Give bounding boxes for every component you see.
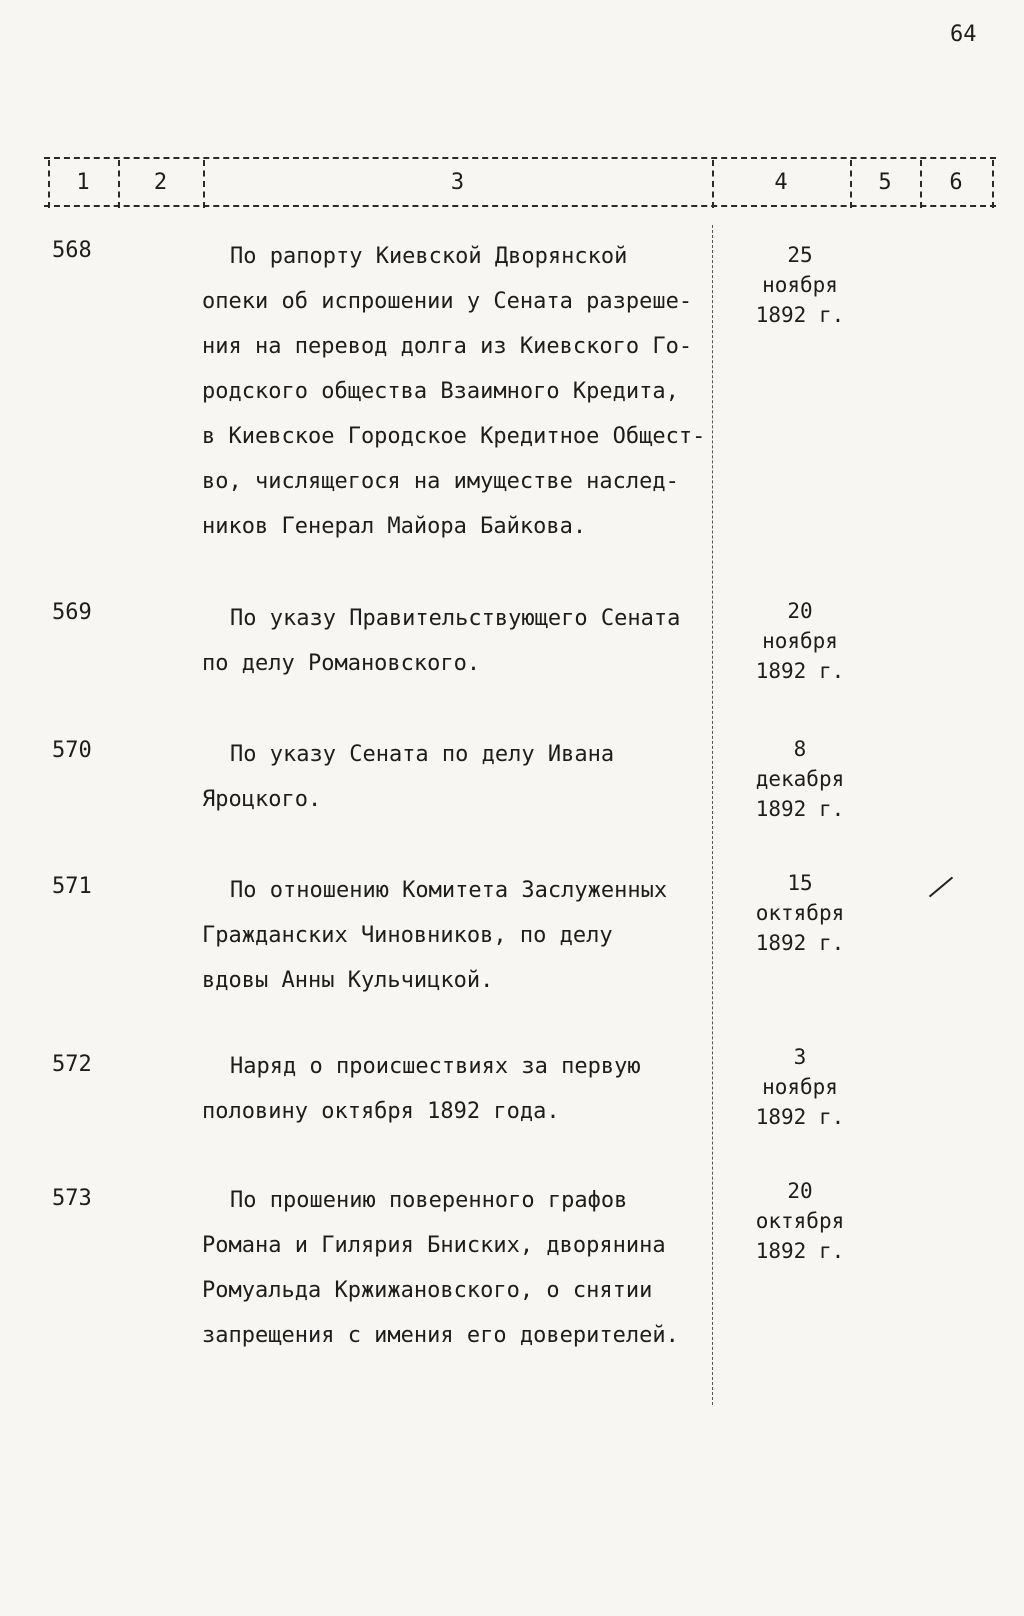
entry-date	[740, 596, 860, 686]
entry-description	[202, 732, 742, 822]
text-line: ния на перевод долга из Киевского Го-	[202, 334, 693, 359]
entry-date	[740, 1176, 860, 1266]
header-col-4: 4	[774, 170, 788, 195]
date-month: октября	[755, 1209, 845, 1233]
text-line: по делу Романовского.	[202, 651, 481, 676]
date-day: 25	[787, 243, 813, 267]
entry-description	[202, 234, 742, 549]
date-month: октября	[755, 901, 845, 925]
text-line: Романа и Гилярия Бниских, дворянина	[202, 1233, 666, 1258]
header-col-6: 6	[949, 170, 963, 195]
text-line: По прошению поверенного графов	[230, 1188, 628, 1213]
entry-date	[740, 240, 860, 330]
text-line: Гражданских Чиновников, по делу	[202, 923, 613, 948]
date-day: 8	[793, 737, 807, 761]
header-col-5: 5	[878, 170, 892, 195]
text-line: По отношению Комитета Заслуженных	[230, 878, 668, 903]
text-line: половину октября 1892 года.	[202, 1099, 560, 1124]
text-line: родского общества Взаимного Кредита,	[202, 379, 679, 404]
pencil-mark	[929, 877, 953, 898]
text-line: вдовы Анны Кульчицкой.	[202, 968, 494, 993]
header-col-1: 1	[76, 170, 90, 195]
date-month: ноября	[762, 1075, 838, 1099]
text-line: в Киевское Городское Кредитное Общест-	[202, 424, 706, 449]
entry-date	[740, 1042, 860, 1132]
date-day: 20	[787, 599, 813, 623]
date-month: декабря	[755, 767, 845, 791]
entry-description	[202, 1178, 742, 1358]
text-line: опеки об испрошении у Сената разреше-	[202, 289, 693, 314]
text-line: По указу Правительствующего Сената	[230, 606, 681, 631]
date-day: 3	[793, 1045, 807, 1069]
entry-number: 572	[52, 1052, 92, 1077]
text-line: Яроцкого.	[202, 787, 322, 812]
entry-number: 569	[52, 600, 92, 625]
entry-number: 571	[52, 874, 92, 899]
date-month: ноября	[762, 273, 838, 297]
entry-description	[202, 868, 742, 1003]
entry-date	[740, 734, 860, 824]
text-line: запрещения с имения его доверителей.	[202, 1323, 679, 1348]
entry-description	[202, 1044, 742, 1134]
text-line: ников Генерал Майора Байкова.	[202, 514, 587, 539]
text-line: По рапорту Киевской Дворянской	[230, 244, 628, 269]
header-bottom-rule	[44, 205, 996, 207]
date-day: 20	[787, 1179, 813, 1203]
header-col-3: 3	[450, 170, 465, 195]
date-month: ноября	[762, 629, 838, 653]
entry-number: 570	[52, 738, 92, 763]
text-line: Наряд о происшествиях за первую	[230, 1054, 641, 1079]
date-day: 15	[787, 871, 813, 895]
entry-date	[740, 868, 860, 958]
header-col-2: 2	[153, 170, 168, 195]
date-year: 1892 г.	[755, 797, 845, 821]
date-year: 1892 г.	[755, 1105, 845, 1129]
date-year: 1892 г.	[755, 1239, 845, 1263]
text-line: По указу Сената по делу Ивана	[230, 742, 615, 767]
entry-number: 573	[52, 1186, 92, 1211]
header-top-rule	[44, 157, 996, 159]
entry-number: 568	[52, 238, 92, 263]
entry-description	[202, 596, 742, 686]
date-year: 1892 г.	[755, 659, 845, 683]
text-line: Ромуальда Кржижановского, о снятии	[202, 1278, 653, 1303]
date-year: 1892 г.	[755, 931, 845, 955]
header-separator	[992, 160, 994, 208]
page-number: 64	[950, 22, 977, 47]
text-line: во, числящегося на имуществе наслед-	[202, 469, 679, 494]
date-year: 1892 г.	[755, 303, 845, 327]
